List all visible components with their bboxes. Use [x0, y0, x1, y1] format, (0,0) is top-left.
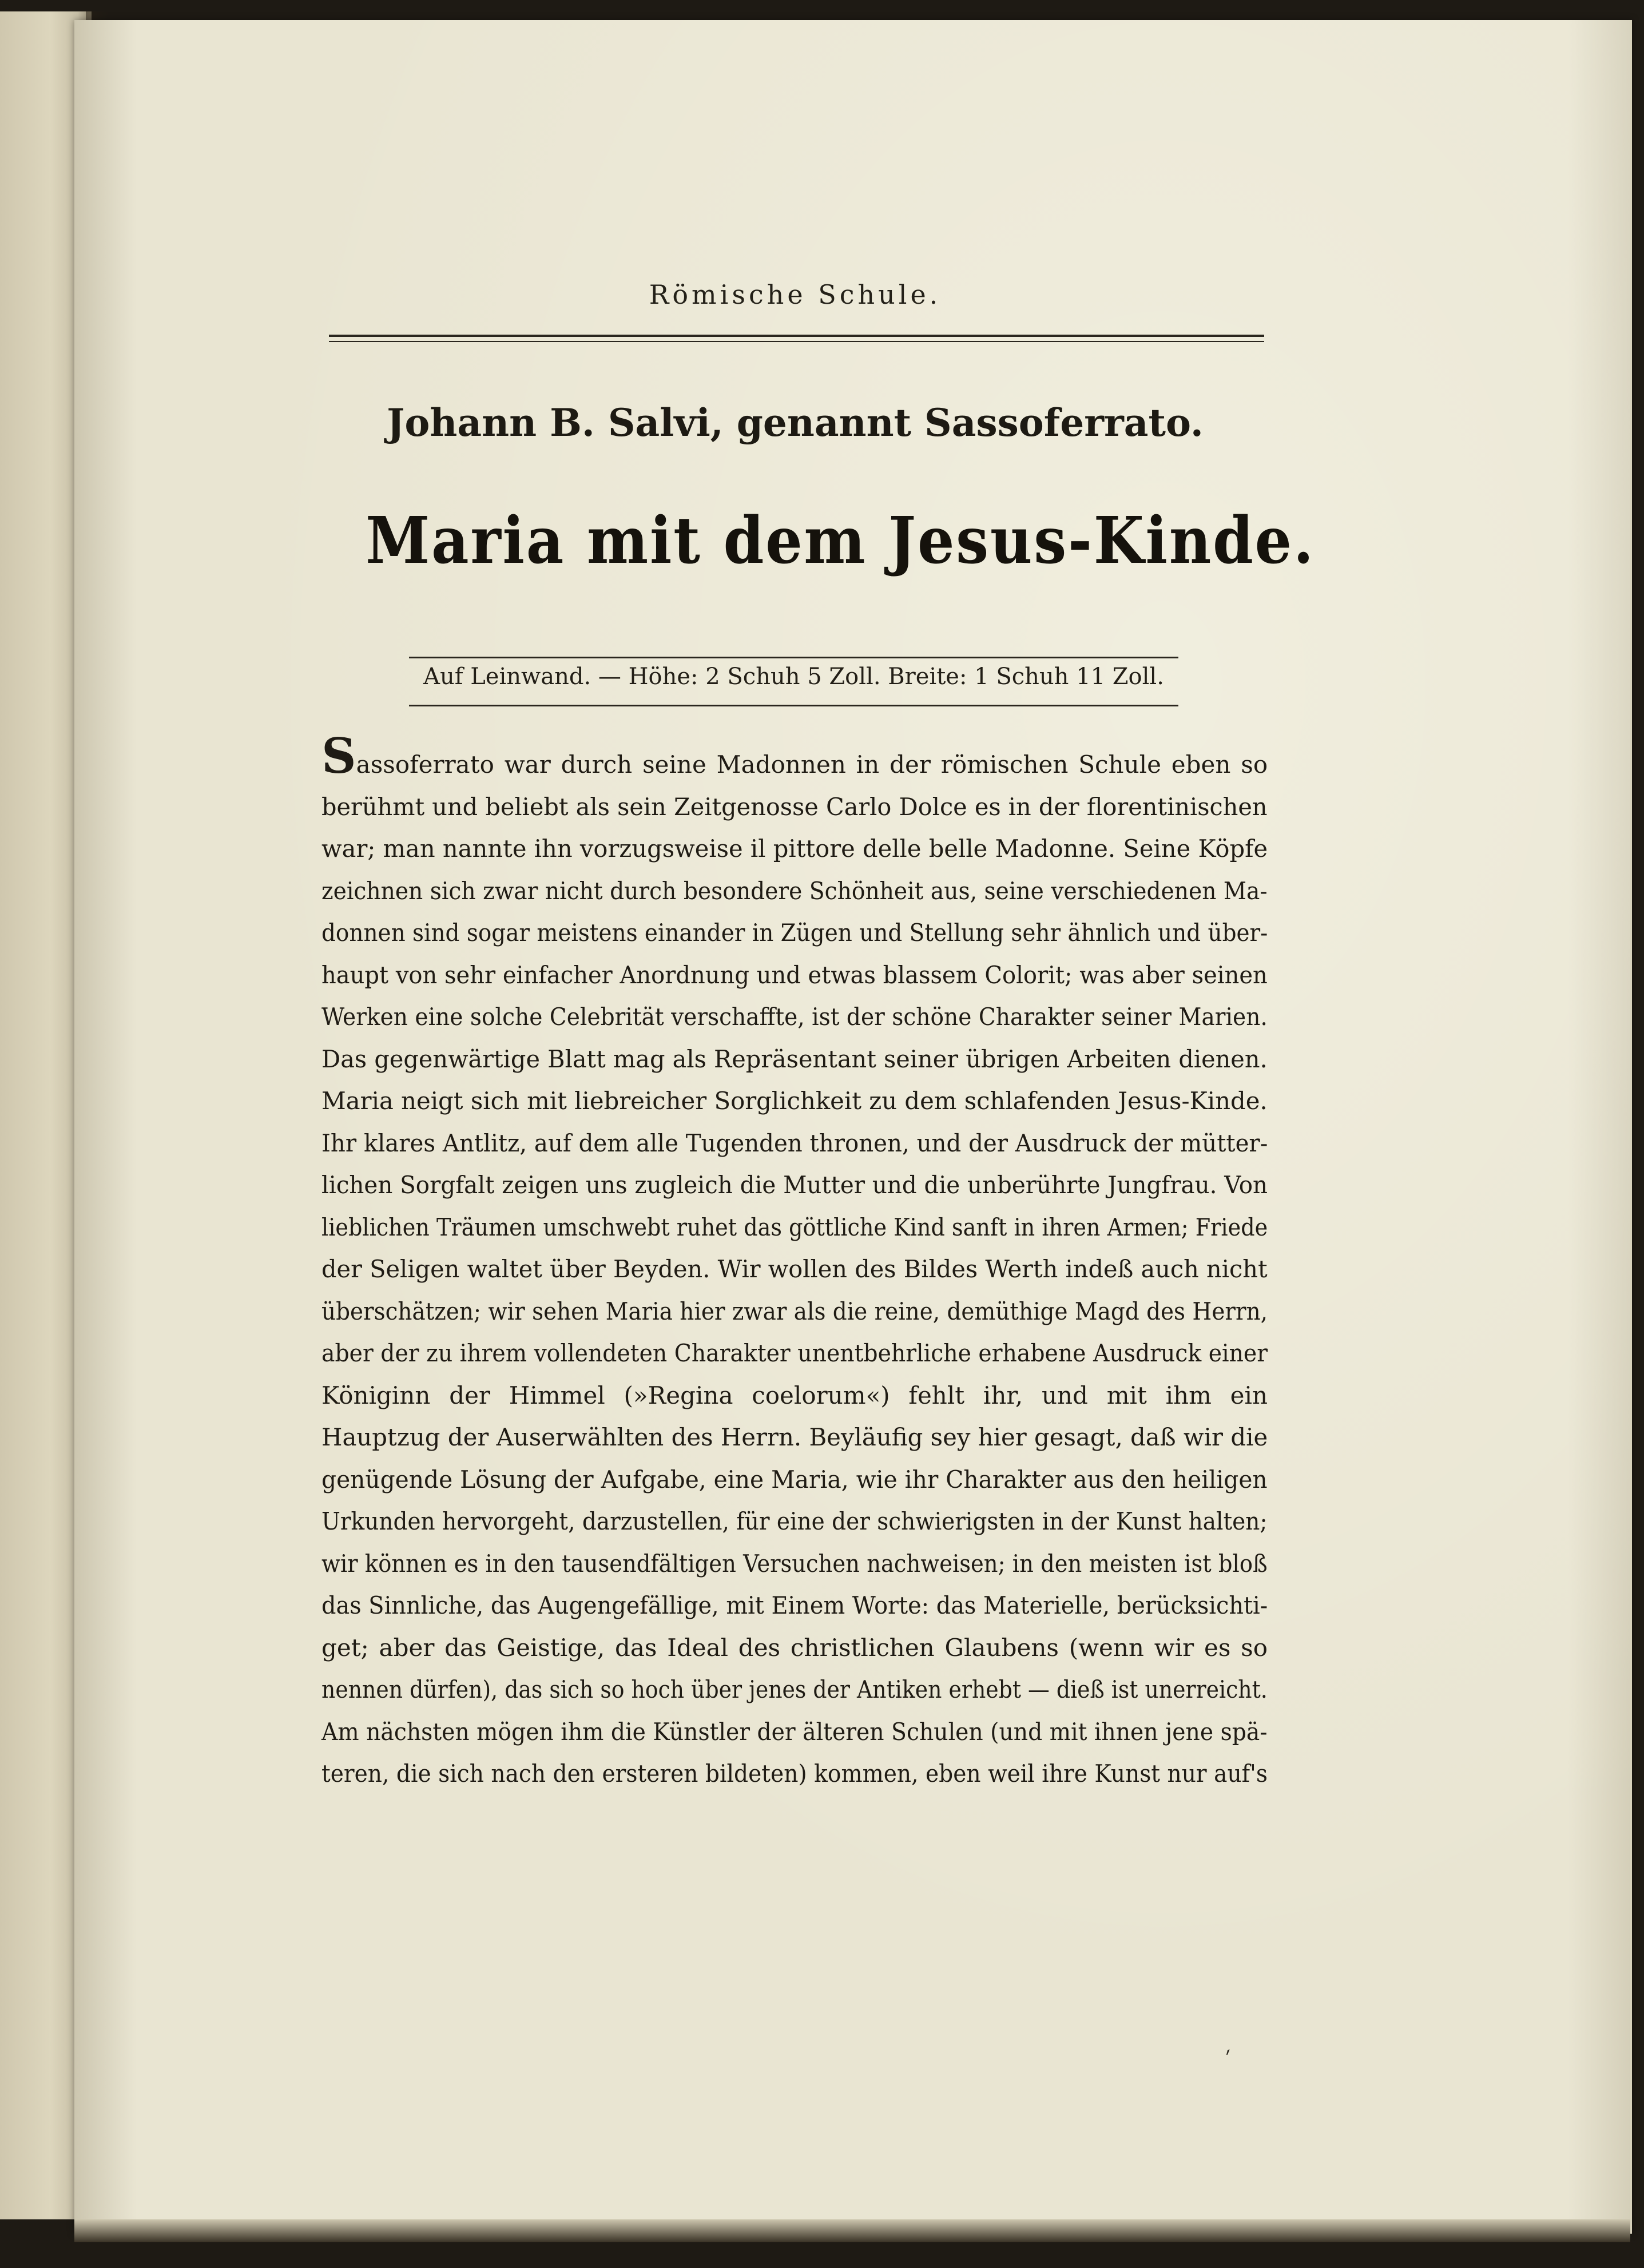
text-line: Am nächsten mögen ihm die Künstler der älteren Schulen (und mit ihnen jene spä- — [321, 1717, 1268, 1746]
running-head: Römische Schule. — [649, 279, 942, 310]
text-line: lieblichen Träumen umschwebt ruhet das göttliche Kind sanft in ihren Armen; Friede — [321, 1213, 1268, 1241]
artwork-title: Maria mit dem Jesus-Kinde. — [366, 503, 1315, 578]
text-line: nennen dürfen), das sich so hoch über jenes der Antiken erhebt — dieß ist unerreicht. — [321, 1675, 1268, 1703]
text-line: donnen sind sogar meistens einander in Zügen und Stellung sehr ähnlich und über- — [321, 919, 1268, 947]
text-line: get; aber das Geistige, das Ideal des christlichen Glaubens (wenn wir es so — [321, 1633, 1268, 1662]
text-line: teren, die sich nach den ersteren bildeten) kommen, eben weil ihre Kunst nur auf's — [321, 1759, 1268, 1788]
text-line: Königinn der Himmel (»Regina coelorum«) fehlt ihr, und mit ihm ein — [321, 1381, 1268, 1409]
text-line: wir können es in den tausendfältigen Versuchen nachweisen; in den meisten ist bloß — [321, 1549, 1268, 1578]
text-line: Hauptzug der Auserwählten des Herrn. Beyläufig sey hier gesagt, daß wir die — [321, 1423, 1268, 1451]
text-line: das Sinnliche, das Augengefällige, mit Einem Worte: das Materielle, berücksichti- — [321, 1591, 1268, 1619]
page-bottom-edge — [74, 2219, 1630, 2242]
dimensions-rule-bottom — [409, 705, 1178, 706]
artist-heading: Johann B. Salvi, genannt Sassoferrato. — [387, 400, 1204, 445]
text-line: Das gegenwärtige Blatt mag als Repräsentant seiner übrigen Arbeiten dienen. — [321, 1044, 1268, 1073]
text-line: haupt von sehr einfacher Anordnung und etwas blassem Colorit; was aber seinen — [321, 960, 1268, 989]
header-rule-thin — [329, 341, 1264, 342]
text-line: Maria neigt sich mit liebreicher Sorglichkeit zu dem schlafenden Jesus-Kinde. — [321, 1087, 1268, 1115]
text-line: genügende Lösung der Aufgabe, eine Maria, wie ihr Charakter aus den heiligen — [321, 1465, 1268, 1494]
text-line: Urkunden hervorgeht, darzustellen, für eine der schwierigsten in der Kunst halten; — [321, 1507, 1268, 1535]
drop-cap: S — [321, 728, 356, 784]
text-line: der Seligen waltet über Beyden. Wir wollen des Bildes Werth indeß auch nicht — [321, 1255, 1268, 1283]
text-line: überschätzen; wir sehen Maria hier zwar als die reine, demüthige Magd des Herrn, — [321, 1297, 1268, 1325]
text-line: berühmt und beliebt als sein Zeitgenosse Carlo Dolce es in der florentinischen — [321, 792, 1268, 821]
body-text — [321, 728, 1268, 1795]
text-line: zeichnen sich zwar nicht durch besondere Schönheit aus, seine verschiedenen Ma- — [321, 876, 1268, 905]
pencil-mark: ˊ — [1220, 2046, 1240, 2076]
text-line-1: Sassoferrato war durch seine Madonnen in der römischen Schule eben so — [321, 728, 1268, 784]
text-line: Ihr klares Antlitz, auf dem alle Tugenden thronen, und der Ausdruck der mütter- — [321, 1129, 1268, 1157]
header-rule — [329, 335, 1264, 337]
text-line: Werken eine solche Celebrität verschaffte, ist der schöne Charakter seiner Marien. — [321, 1003, 1268, 1031]
text-line: lichen Sorgfalt zeigen uns zugleich die Mutter und die unberührte Jungfrau. Von — [321, 1171, 1268, 1199]
artwork-dimensions: Auf Leinwand. — Höhe: 2 Schuh 5 Zoll. Breite: 1 Schuh 11 Zoll. — [423, 664, 1164, 690]
dimensions-rule-top — [409, 657, 1178, 658]
text-line: aber der zu ihrem vollendeten Charakter unentbehrliche erhabene Ausdruck einer — [321, 1339, 1268, 1367]
text-line: war; man nannte ihn vorzugsweise il pittore delle belle Madonne. Seine Köpfe — [321, 835, 1268, 863]
